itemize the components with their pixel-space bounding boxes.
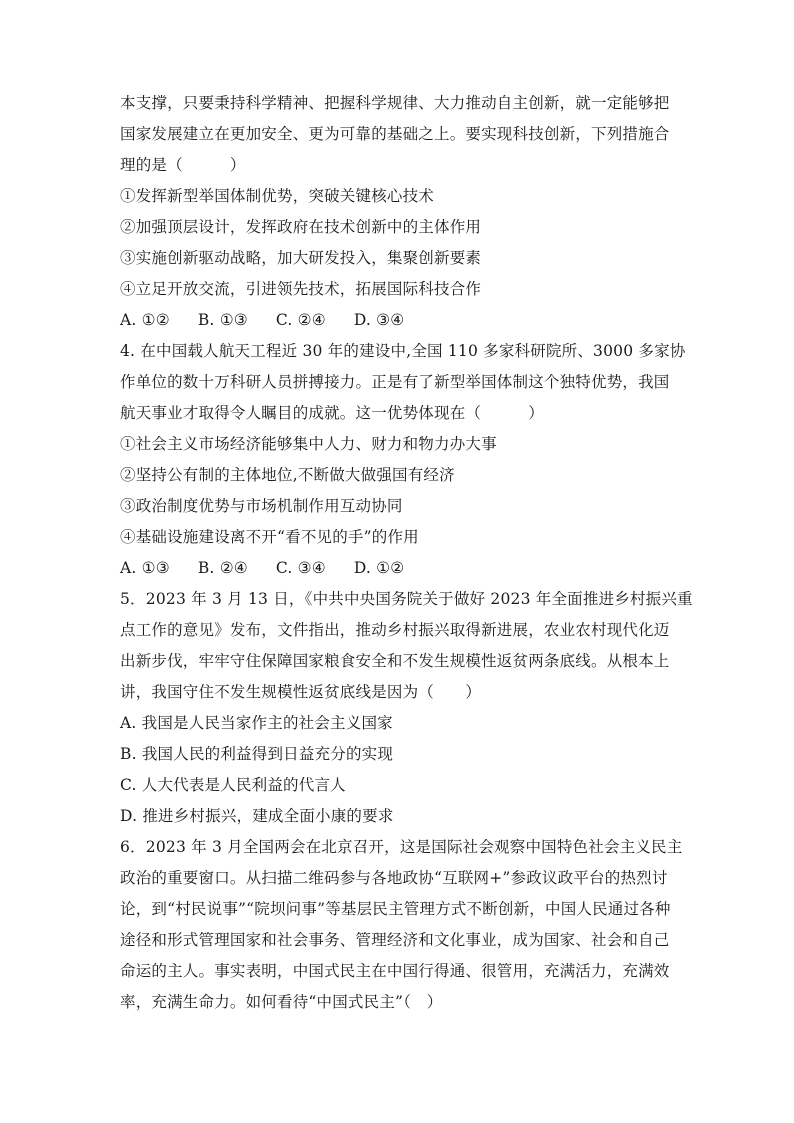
question-5-choice-b[interactable]: B. 我国人民的利益得到日益充分的实现 — [120, 745, 394, 763]
question-4-statement-4: ④基础设施建设离不开“看不见的手”的作用 — [120, 528, 419, 546]
question-6-stem-line-6: 率，充满生命力。如何看待“中国式民主”（ ） — [120, 993, 443, 1011]
question-3-stem-line-3: 理的是（ ） — [120, 156, 246, 174]
question-3-stem-line-2: 国家发展建立在更加安全、更为可靠的基础之上。要实现科技创新，下列措施合 — [120, 125, 670, 143]
question-4 — [120, 336, 686, 584]
question-3-option-a[interactable]: A. ①② — [120, 311, 170, 329]
question-4-option-d[interactable]: D. ①② — [353, 559, 405, 577]
question-3-statement-2: ②加强顶层设计，发挥政府在技术创新中的主体作用 — [120, 218, 482, 236]
question-4-stem-line-3: 航天事业才取得令人瞩目的成就。这一优势体现在（ ） — [120, 404, 544, 422]
question-5 — [120, 584, 693, 832]
question-4-statement-1: ①社会主义市场经济能够集中人力、财力和物力办大事 — [120, 435, 497, 453]
question-6-stem-line-3: 论，到“村民说事”“院坝问事”等基层民主管理方式不断创新，中国人民通过各种 — [120, 900, 671, 918]
question-4-statement-2: ②坚持公有制的主体地位,不断做大做强国有经济 — [120, 466, 455, 484]
question-4-options — [120, 553, 680, 584]
question-4-option-b[interactable]: B. ②④ — [197, 559, 248, 577]
question-4-statement-3: ③政治制度优势与市场机制作用互动协同 — [120, 497, 403, 515]
question-3-option-c[interactable]: C. ②④ — [275, 311, 326, 329]
question-3-statement-4: ④立足开放交流，引进领先技术，拓展国际科技合作 — [120, 280, 482, 298]
question-4-stem-line-1: 4. 在中国载人航天工程近 30 年的建设中,全国 110 多家科研院所、3000 多家协 — [120, 342, 686, 360]
question-5-choice-a[interactable]: A. 我国是人民当家作主的社会主义国家 — [120, 714, 393, 732]
question-6 — [120, 832, 683, 1018]
question-3-statement-3: ③实施创新驱动战略，加大研发投入，集聚创新要素 — [120, 249, 482, 267]
question-3-option-b[interactable]: B. ①③ — [197, 311, 248, 329]
question-5-stem-line-4: 讲，我国守住不发生规模性返贫底线是因为（ ） — [120, 683, 482, 701]
question-5-choice-d[interactable]: D. 推进乡村振兴，建成全面小康的要求 — [120, 807, 394, 825]
question-6-stem-line-4: 途径和形式管理国家和社会事务、管理经济和文化事业，成为国家、社会和自己 — [120, 931, 670, 949]
exam-page — [120, 88, 693, 1018]
question-3-option-d[interactable]: D. ③④ — [353, 311, 405, 329]
question-3-statement-1: ①发挥新型举国体制优势，突破关键核心技术 — [120, 187, 435, 205]
question-3-stem-line-1: 本支撑，只要秉持科学精神、把握科学规律、大力推动自主创新，就一定能够把 — [120, 94, 670, 112]
question-4-option-c[interactable]: C. ③④ — [275, 559, 326, 577]
question-3 — [120, 88, 680, 336]
question-4-stem-line-2: 作单位的数十万科研人员拼搏接力。正是有了新型举国体制这个独特优势，我国 — [120, 373, 670, 391]
question-4-option-a[interactable]: A. ①③ — [120, 559, 170, 577]
question-6-stem-line-2: 政治的重要窗口。从扫描二维码参与各地政协“互联网+”参政议政平台的热烈讨 — [120, 869, 668, 887]
question-5-stem-line-3: 出新步伐，牢牢守住保障国家粮食安全和不发生规模性返贫两条底线。从根本上 — [120, 652, 670, 670]
question-6-stem-line-5: 命运的主人。事实表明，中国式民主在中国行得通、很管用，充满活力，充满效 — [120, 962, 670, 980]
question-5-choice-c[interactable]: C. 人大代表是人民利益的代言人 — [120, 776, 346, 794]
question-3-options — [120, 305, 680, 336]
question-5-stem-line-2: 点工作的意见》发布，文件指出，推动乡村振兴取得新进展，农业农村现代化迈 — [120, 621, 670, 639]
question-6-stem-line-1: 6．2023 年 3 月全国两会在北京召开，这是国际社会观察中国特色社会主义民主 — [120, 838, 683, 856]
question-5-stem-line-1: 5．2023 年 3 月 13 日，《中共中央国务院关于做好 2023 年全面推进乡村振兴重 — [120, 590, 693, 608]
